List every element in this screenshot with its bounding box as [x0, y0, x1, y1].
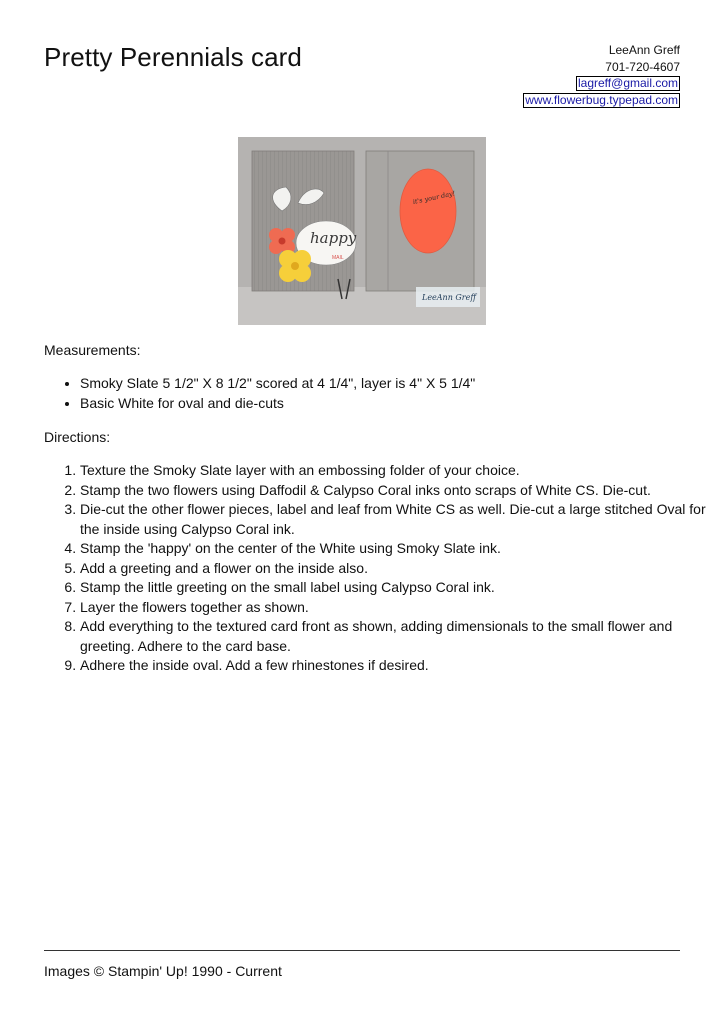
list-item: • Basic White for oval and die-cuts	[80, 394, 720, 414]
list-item: 8. Add everything to the textured card front as shown, adding dimensionals to the small flower and greeting. Adhere to the card base.	[80, 617, 720, 656]
website-link[interactable]: www.flowerbug.typepad.com	[525, 92, 678, 107]
email-link[interactable]: lagreff@gmail.com	[578, 76, 678, 90]
list-item: 1. Texture the Smoky Slate layer with an embossing folder of your choice.	[80, 461, 720, 481]
list-item: 6. Stamp the little greeting on the small label using Calypso Coral ink.	[80, 578, 720, 598]
watermark-text: LeeAnn Greff	[422, 293, 477, 302]
coral-flower	[269, 228, 295, 254]
directions-list	[62, 461, 720, 676]
list-item: • Smoky Slate 5 1/2" X 8 1/2" scored at 4 1/4", layer is 4" X 5 1/4"	[80, 374, 720, 394]
list-item: 3. Die-cut the other flower pieces, label and leaf from White CS as well. Die-cut a large stitched Oval for the inside using Calypso Coral ink.	[80, 500, 720, 539]
happy-text: happy	[310, 229, 357, 247]
inside-greeting-text: it's your day!	[412, 189, 456, 207]
list-item: 5. Add a greeting and a flower on the inside also.	[80, 559, 720, 579]
list-item: 4. Stamp the 'happy' on the center of the White using Smoky Slate ink.	[80, 539, 720, 559]
measurements-heading: Measurements:	[44, 342, 141, 358]
contact-block	[523, 42, 680, 108]
page-title: Pretty Perennials card	[44, 42, 302, 72]
yellow-flower	[279, 250, 311, 282]
measurements-list	[62, 374, 720, 413]
contact-name: LeeAnn Greff	[608, 43, 680, 57]
mail-text: MAIL	[332, 255, 344, 261]
footer-divider	[44, 950, 680, 951]
coral-oval	[400, 169, 456, 253]
contact-phone: 701-720-4607	[605, 59, 680, 74]
list-item: 7. Layer the flowers together as shown.	[80, 598, 720, 618]
list-item: 2. Stamp the two flowers using Daffodil & Calypso Coral inks onto scraps of White CS. Die-cut.	[80, 481, 720, 501]
list-item: 9. Adhere the inside oval. Add a few rhinestones if desired.	[80, 656, 720, 676]
card-photo-illustration	[238, 137, 486, 325]
card-photo	[238, 137, 486, 325]
footer-copyright: Images © Stampin' Up! 1990 - Current	[44, 963, 282, 979]
directions-heading: Directions:	[44, 429, 111, 445]
